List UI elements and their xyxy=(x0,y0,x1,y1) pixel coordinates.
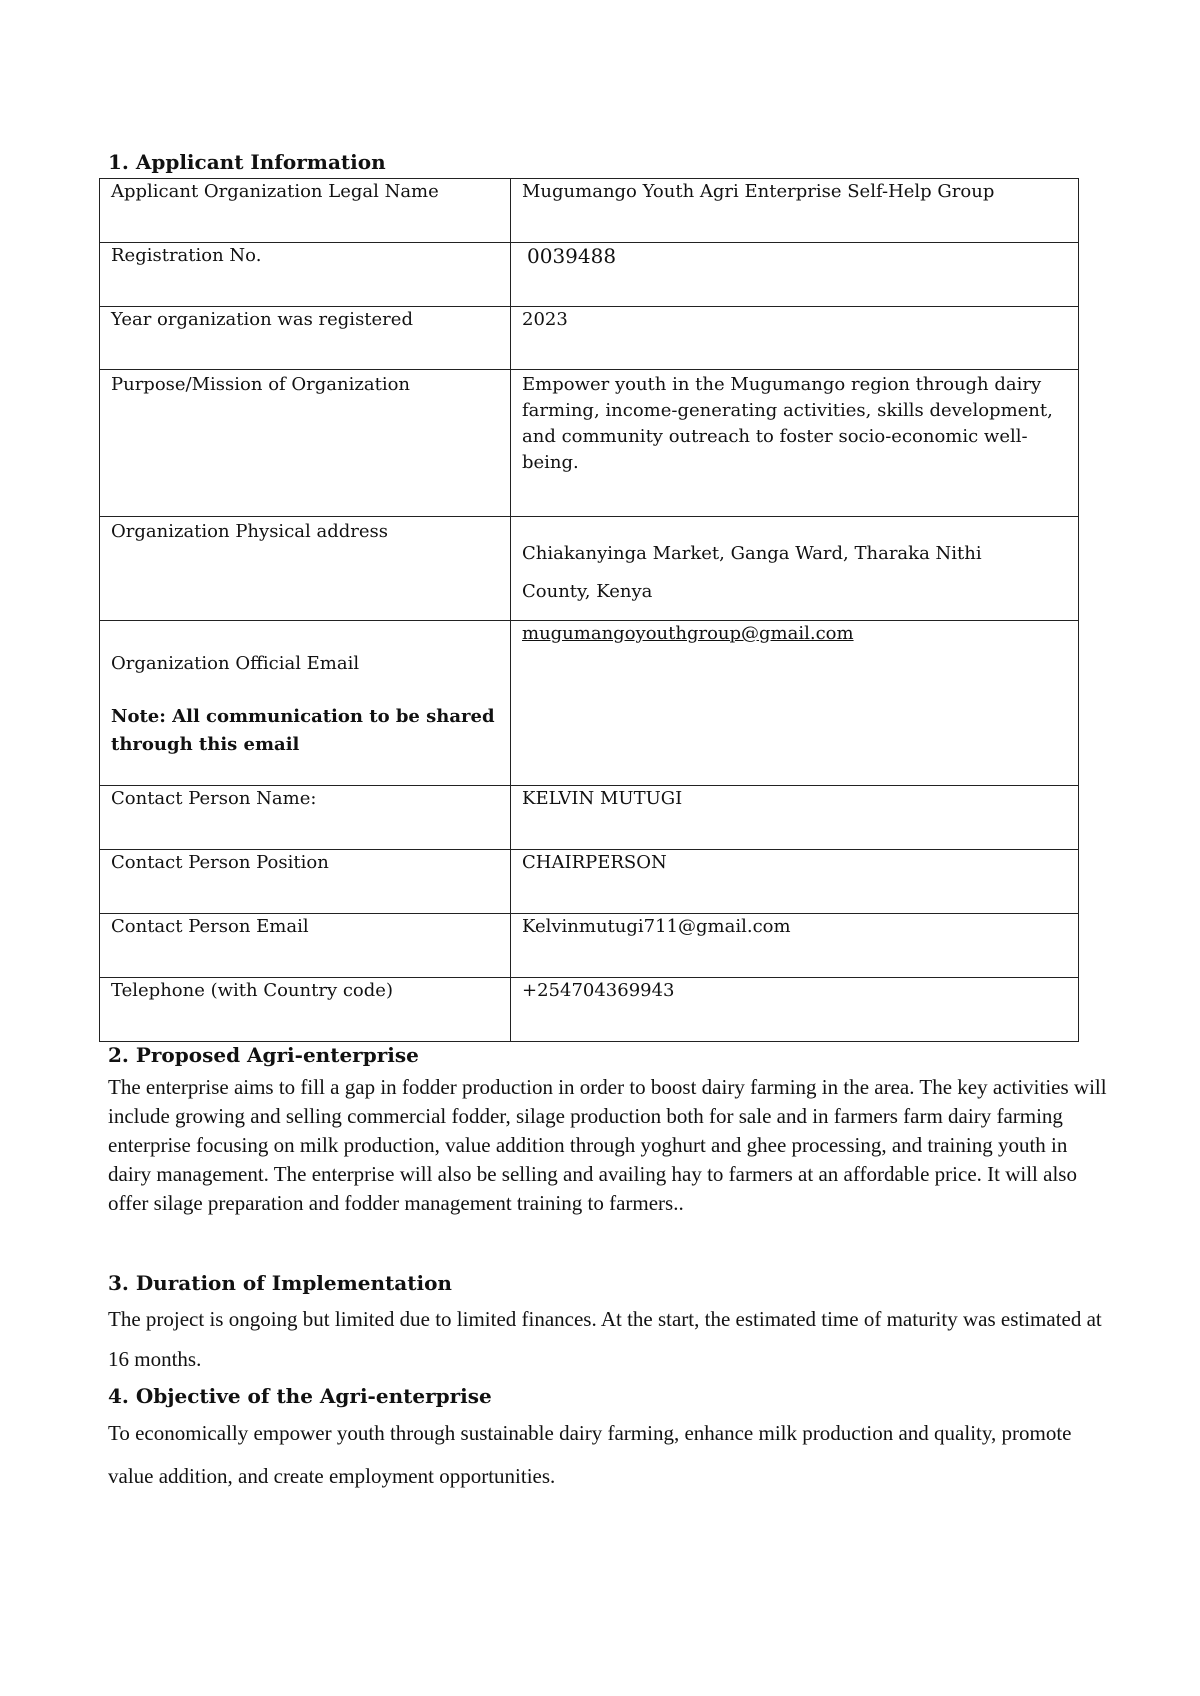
row-value: CHAIRPERSON xyxy=(511,850,1079,914)
row-value: Chiakanyinga Market, Ganga Ward, Tharaka Nithi County, Kenya xyxy=(511,517,1079,621)
table-row xyxy=(100,621,1079,786)
applicant-info-table xyxy=(99,178,1079,1042)
table-row xyxy=(100,243,1079,307)
row-value: +254704369943 xyxy=(511,978,1079,1042)
row-label: Organization Official Email xyxy=(111,653,360,674)
table-row xyxy=(100,978,1079,1042)
section-4-heading: 4. Objective of the Agri-enterprise xyxy=(108,1384,492,1408)
row-label: Contact Person Name: xyxy=(100,786,511,850)
section-1-heading: 1. Applicant Information xyxy=(108,150,386,174)
table-row xyxy=(100,179,1079,243)
table-row xyxy=(100,370,1079,517)
row-value: 2023 xyxy=(511,307,1079,370)
row-label: Year organization was registered xyxy=(100,307,511,370)
table-row xyxy=(100,850,1079,914)
row-label: Purpose/Mission of Organization xyxy=(100,370,511,517)
table-row xyxy=(100,307,1079,370)
row-value: Mugumango Youth Agri Enterprise Self-Help Group xyxy=(511,179,1079,243)
row-value: 0039488 xyxy=(511,243,1079,307)
row-label: Contact Person Email xyxy=(100,914,511,978)
section-3-body: The project is ongoing but limited due to limited finances. At the start, the estimated time of maturity was estimated at 16 months. xyxy=(108,1307,1102,1371)
email-label-cell xyxy=(100,621,511,786)
section-3-heading: 3. Duration of Implementation xyxy=(108,1271,452,1295)
official-email-link[interactable]: mugumangoyouthgroup@gmail.com xyxy=(522,623,854,644)
section-2-heading: 2. Proposed Agri-enterprise xyxy=(108,1043,419,1067)
table-row xyxy=(100,517,1079,621)
row-label: Contact Person Position xyxy=(100,850,511,914)
row-label: Telephone (with Country code) xyxy=(100,978,511,1042)
table-row xyxy=(100,786,1079,850)
section-2-body: The enterprise aims to fill a gap in fodder production in order to boost dairy farming in the area. The key activities will include growing and selling commercial fodder, silage production both for sale and in farmers farm dairy farming enterprise focusing on milk production, value addition through yoghurt and ghee processing, and training youth in dairy management. The enterprise will also be selling and availing hay to farmers at an affordable price. It will also offer silage preparation and fodder management training to farmers.. xyxy=(108,1075,1107,1215)
row-value: Empower youth in the Mugumango region through dairy farming, income-generating activities, skills development, and community outreach to foster socio-economic well-being. xyxy=(511,370,1079,517)
email-value-cell xyxy=(511,621,1079,786)
row-value: KELVIN MUTUGI xyxy=(511,786,1079,850)
row-value: Kelvinmutugi711@gmail.com xyxy=(511,914,1079,978)
table-row xyxy=(100,914,1079,978)
section-4-body: To economically empower youth through sustainable dairy farming, enhance milk production and quality, promote value addition, and create employment opportunities. xyxy=(108,1421,1072,1488)
row-label: Registration No. xyxy=(100,243,511,307)
row-label: Applicant Organization Legal Name xyxy=(100,179,511,243)
row-label: Organization Physical address xyxy=(100,517,511,621)
email-note: Note: All communication to be shared through this email xyxy=(111,706,495,755)
